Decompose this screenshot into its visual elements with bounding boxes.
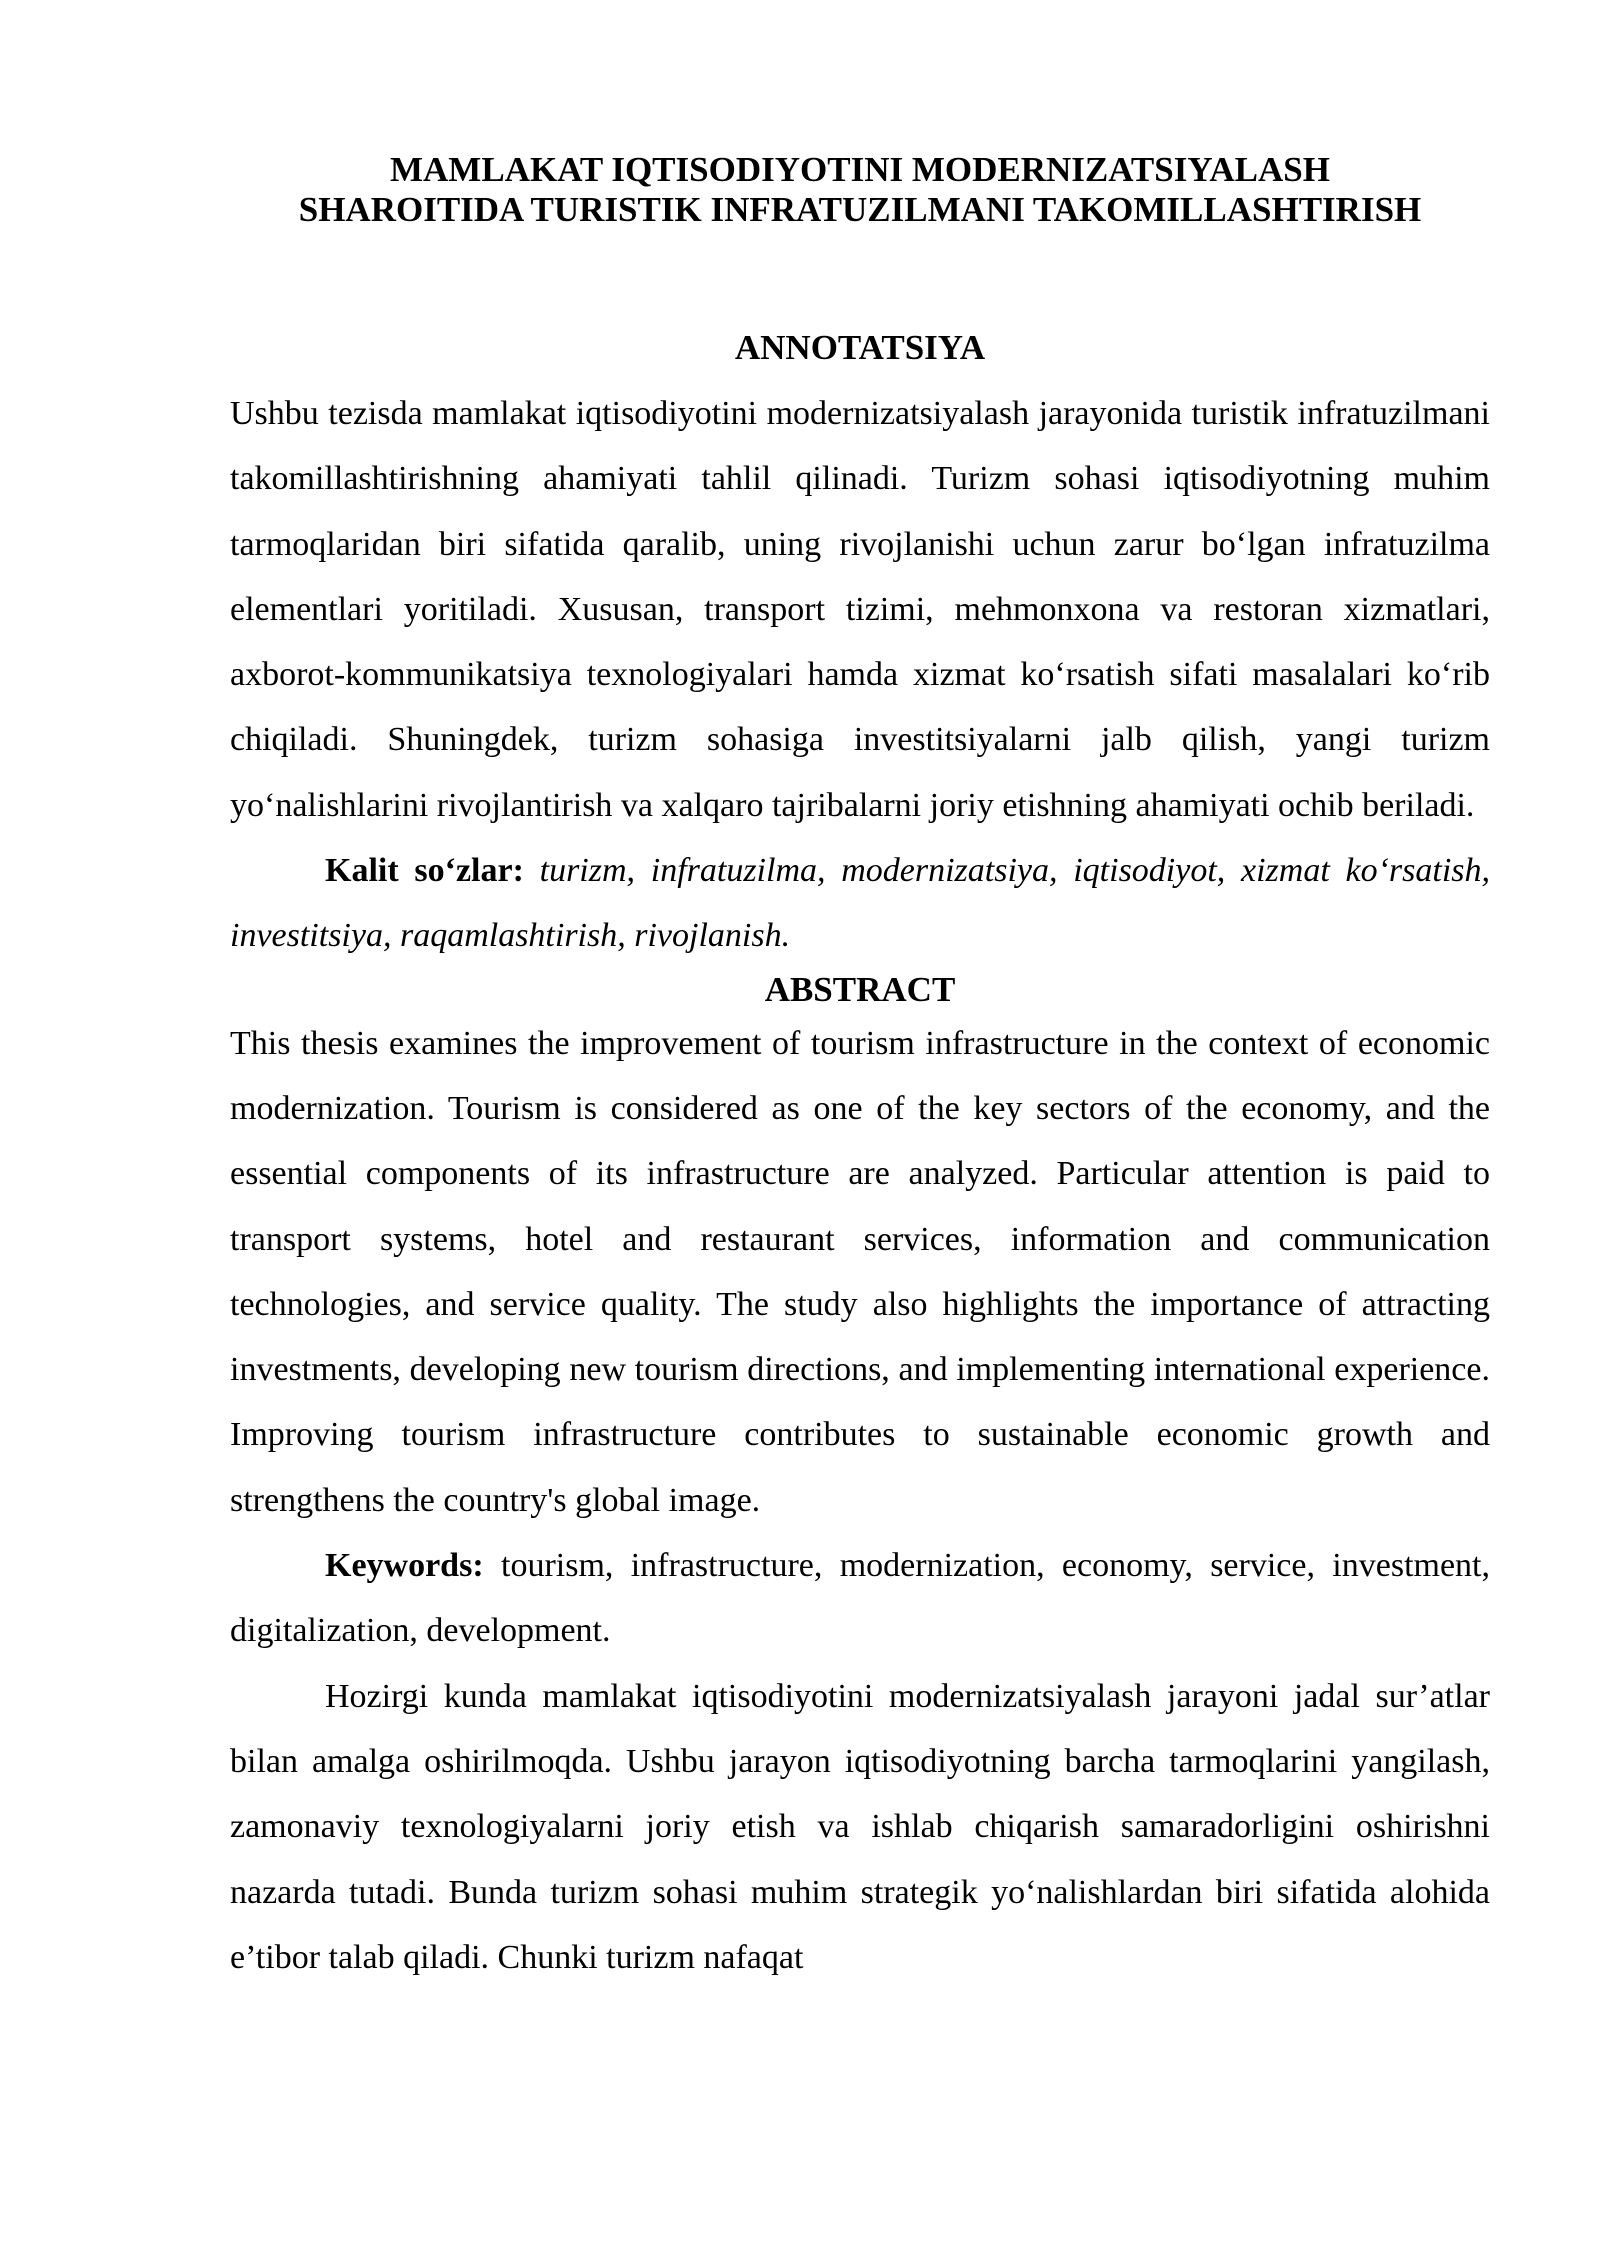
abstract-keywords-list: tourism, infrastructure, modernization, economy, service, investment, digitalization, development.	[230, 1547, 1491, 1650]
paper-title-line-2: SHAROITIDA TURISTIK INFRATUZILMANI TAKOMILLASHTIRISH	[298, 190, 1422, 229]
paper-title	[230, 150, 1490, 230]
abstract-heading: ABSTRACT	[764, 969, 956, 1009]
document-page	[230, 150, 1490, 1990]
annotatsiya-text: Ushbu tezisda mamlakat iqtisodiyotini modernizatsiyalash jarayonida turistik infratuzilmani takomillashtirishning ahamiyati tahlil qilinadi. Turizm sohasi iqtisodiyotning muhim tarmoqlaridan biri sifatida qaralib, uning rivojlanishi uchun zarur bo‘lgan infratuzilma elementlari yoritiladi. Xususan, transport tizimi, mehmonxona va restoran xizmatlari, axborot-kommunikatsiya texnologiyalari hamda xizmat ko‘rsatish sifati masalalari ko‘rib chiqiladi. Shuningdek, turizm sohasiga investitsiyalarni jalb qilish, yangi turizm yo‘nalishlarini rivojlantirish va xalqaro tajribalarni joriy etishning ahamiyati ochib beriladi.	[230, 395, 1490, 824]
abstract-keywords	[230, 1533, 1490, 1664]
paper-title-line-1: MAMLAKAT IQTISODIYOTINI MODERNIZATSIYALASH	[390, 150, 1330, 189]
annotatsiya-keywords	[230, 838, 1490, 969]
abstract-text: This thesis examines the improvement of tourism infrastructure in the context of economic modernization. Tourism is considered as one of the key sectors of the economy, and the essential components of its infrastructure are analyzed. Particular attention is paid to transport systems, hotel and restaurant services, information and communication technologies, and service quality. The study also highlights the importance of attracting investments, developing new tourism directions, and implementing international experience. Improving tourism infrastructure contributes to sustainable economic growth and strengthens the country's global image.	[230, 1024, 1490, 1519]
annotatsiya-keywords-label: Kalit so‘zlar:	[325, 852, 524, 890]
annotatsiya-heading: ANNOTATSIYA	[734, 328, 986, 367]
body-paragraph: Hozirgi kunda mamlakat iqtisodiyotini modernizatsiyalash jarayoni jadal sur’atlar bilan amalga oshirilmoqda. Ushbu jarayon iqtisodiyotning barcha tarmoqlarini yangilash, zamonaviy texnologiyalarni joriy etish va ishlab chiqarish samaradorligini oshirishni nazarda tutadi. Bunda turizm sohasi muhim strategik yo‘nalishlardan biri sifatida alohida e’tibor talab qiladi. Chunki turizm nafaqat	[230, 1677, 1490, 1976]
abstract-keywords-label: Keywords:	[325, 1547, 484, 1585]
annotatsiya-keywords-list: turizm, infratuzilma, modernizatsiya, iqtisodiyot, xizmat ko‘rsatish, investitsiya, raqamlashtirish, rivojlanish.	[230, 852, 1491, 955]
